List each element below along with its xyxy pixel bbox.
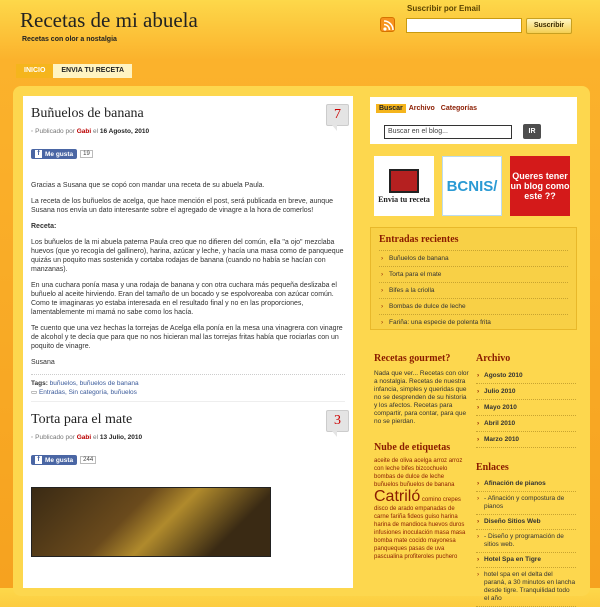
recent-post-link[interactable]: › Bombas de dulce de leche — [379, 298, 568, 314]
archive-title: Archivo — [476, 353, 511, 364]
post-date-prefix: el — [92, 434, 99, 441]
sidebar-right-column — [476, 353, 576, 607]
category-links[interactable]: Entradas, Sin categoría, buñuelos — [38, 389, 137, 396]
tags-label: Tags: — [31, 380, 48, 387]
tag-links[interactable]: buñuelos, buñuelos de banana — [49, 380, 139, 387]
post-title[interactable]: Torta para el mate — [31, 412, 133, 427]
links-list — [476, 477, 576, 607]
post — [23, 402, 353, 557]
post-meta — [31, 434, 345, 441]
post-tags: Tags: buñuelos, buñuelos de banana ▭ Entradas, Sin categoría, buñuelos — [31, 374, 345, 397]
post-author[interactable]: Gabi — [76, 434, 92, 441]
about-title: Recetas gourmet? — [374, 353, 451, 364]
post-meta-prefix: ◦ Publicado por — [31, 128, 75, 135]
archive-link[interactable]: › Abril 2010 — [476, 416, 576, 432]
link-description: › - Afinación y compostura de pianos — [476, 492, 576, 515]
tab-archivo[interactable]: Archivo — [408, 105, 435, 112]
recent-post-link[interactable]: › Bifes a la criolla — [379, 282, 568, 298]
archive-list — [476, 368, 576, 448]
like-row — [31, 149, 345, 159]
tagcloud-title: Nube de etiquetas — [374, 442, 451, 453]
link-description: › - Diseño y programación de sitios web. — [476, 530, 576, 553]
like-label: Me gusta — [45, 150, 74, 158]
banner-row — [370, 156, 577, 216]
post-paragraph: La receta de los buñuelos de acelga, que hace mención el post, será publicada en breve, aunque Susana nos envía un dato interesante sobre el agregado de vinagre a la hora de comerlos! — [31, 198, 333, 214]
like-count: 19 — [80, 150, 93, 158]
subscribe-button[interactable]: Suscribir — [526, 18, 572, 34]
banner-bcnis[interactable] — [442, 156, 502, 216]
recent-post-link[interactable]: › Torta para el mate — [379, 266, 568, 282]
link-item[interactable]: › Afinación de pianos — [476, 477, 576, 492]
search-input[interactable]: Buscar en el blog... — [384, 125, 512, 139]
banner-envia-receta[interactable] — [374, 156, 434, 216]
archive-link[interactable]: › Agosto 2010 — [476, 368, 576, 384]
banner-blog[interactable] — [510, 156, 570, 216]
search-widget — [370, 97, 577, 144]
tag-cloud — [374, 457, 470, 561]
post-author[interactable]: Gabi — [76, 128, 92, 135]
content-area — [23, 96, 353, 588]
like-row — [31, 455, 345, 465]
post-paragraph: Gracias a Susana que se copó con mandar una receta de su abuela Paula. — [31, 182, 265, 189]
post — [23, 96, 353, 402]
recent-post-link[interactable]: › Fariña: una especie de polenta frita — [379, 314, 568, 330]
post-date-prefix: el — [92, 128, 99, 135]
like-label: Me gusta — [45, 456, 74, 464]
tab-categorias[interactable]: Categorías — [440, 105, 477, 112]
recent-post-link[interactable]: › Buñuelos de banana — [379, 250, 568, 266]
post-paragraph: Te cuento que una vez hechas la torrejas de Acelga ella ponía en la mesa una vinagrera con vinagre de alcohol y te decía que para que no nos hicieran mal las torrejas fritas había que rociarlas con un poquito de vinagre. — [31, 325, 343, 350]
nav-item-inicio[interactable]: INICIO — [16, 64, 53, 78]
rss-icon[interactable] — [380, 17, 395, 32]
search-tabs — [376, 104, 480, 113]
post-paragraph: Receta: — [31, 223, 57, 230]
link-item[interactable]: › Hotel Spa en Tigre — [476, 553, 576, 568]
post-paragraph: Susana — [31, 359, 55, 366]
nav-item-envia-receta[interactable]: ENVIA TU RECETA — [53, 64, 132, 78]
site-tagline: Recetas con olor a nostalgia — [22, 36, 117, 43]
links-title: Enlaces — [476, 462, 509, 473]
subscribe-label: Suscribir por Email — [407, 4, 481, 13]
post-paragraph: Los buñuelos de la mi abuela paterna Paula creo que no difieren del común, ella "a ojo" mezclaba huevos (que yo recogía del gallinero), harina, azúcar y leche, y hacía una masa como de panqueque quizás un poquito mas sostenida y cortaba rodajas de banana (cuando no había se hacían con manzanas). — [31, 239, 344, 273]
about-text: Nada que ver... Recetas con olor a nostalgia. Recetas de nuestra infancia, simples y queridas que no se desprenden de su historia y los afectos. Recetas para compartir, para contar, para que no se pierdan. — [374, 370, 469, 425]
post-photo — [31, 487, 271, 557]
search-button[interactable]: IR — [523, 124, 541, 139]
facebook-icon: f — [35, 456, 42, 464]
comment-count-badge[interactable]: 7 — [326, 104, 349, 126]
main-nav — [16, 64, 132, 78]
archive-link[interactable]: › Mayo 2010 — [476, 400, 576, 416]
post-meta-prefix: ◦ Publicado por — [31, 434, 75, 441]
sidebar-left-column — [374, 353, 470, 561]
site-title[interactable]: Recetas de mi abuela — [20, 8, 198, 32]
tag-cloud-links[interactable]: aceite de oliva acelga arroz arroz con leche bifes bizcochuelo bombas de dulce de leche buñuelos buñuelos de banana — [374, 458, 463, 488]
post-paragraph: En una cuchara ponía masa y una rodaja de banana y con otra cuchara más pequeña deslizaba el buñuelo al aceite hirviendo. Eran del tamaño de un bocado y se espolvoreaba con azúcar común. Como te imaginaras yo estaba interesada en el resultado final y no en las proporciones, lamentablemente mi mamá no sabe como los hacía. — [31, 282, 337, 316]
tag-cloud-big-link[interactable]: Catriló — [374, 488, 421, 505]
subscribe-email-input[interactable] — [406, 18, 522, 33]
archive-link[interactable]: › Julio 2010 — [476, 384, 576, 400]
like-button[interactable] — [31, 149, 77, 159]
recent-posts-list — [379, 250, 568, 330]
like-button[interactable] — [31, 455, 77, 465]
post-title[interactable]: Buñuelos de banana — [31, 106, 144, 121]
recent-posts-title: Entradas recientes — [379, 234, 459, 245]
post-body — [31, 181, 345, 367]
post-date: 16 Agosto, 2010 — [99, 128, 150, 135]
post-date: 13 Julio, 2010 — [99, 434, 143, 441]
tab-buscar[interactable]: Buscar — [376, 104, 406, 113]
post-meta — [31, 128, 345, 135]
like-count: 244 — [80, 456, 96, 464]
link-item[interactable]: › Diseño Sitios Web — [476, 515, 576, 530]
sidebar — [370, 97, 577, 330]
banner-blog-text: Queres tener un blog como este ?? — [510, 171, 570, 201]
banner-bcnis-text: BCNIS/ — [446, 177, 498, 195]
radio-icon — [389, 169, 419, 193]
link-description: › hotel spa en el delta del paraná, a 30 minutos en lancha desde tigre. Tranquilidad todo el año — [476, 568, 576, 607]
recent-posts-widget — [370, 227, 577, 330]
tag-cloud-links[interactable]: comino crepes disco de arado empanadas de carne fariña fideos guiso harina harina de mandioca huevos duros infusiones inoculación masa masa bomba mate cocido mayonesa panqueques pasas de uva pascualina profiteroles puchero — [374, 497, 466, 560]
facebook-icon: f — [35, 150, 42, 158]
banner-receta-text: Envia tu receta — [378, 194, 430, 204]
archive-link[interactable]: › Marzo 2010 — [476, 432, 576, 448]
comment-count-badge[interactable]: 3 — [326, 410, 349, 432]
